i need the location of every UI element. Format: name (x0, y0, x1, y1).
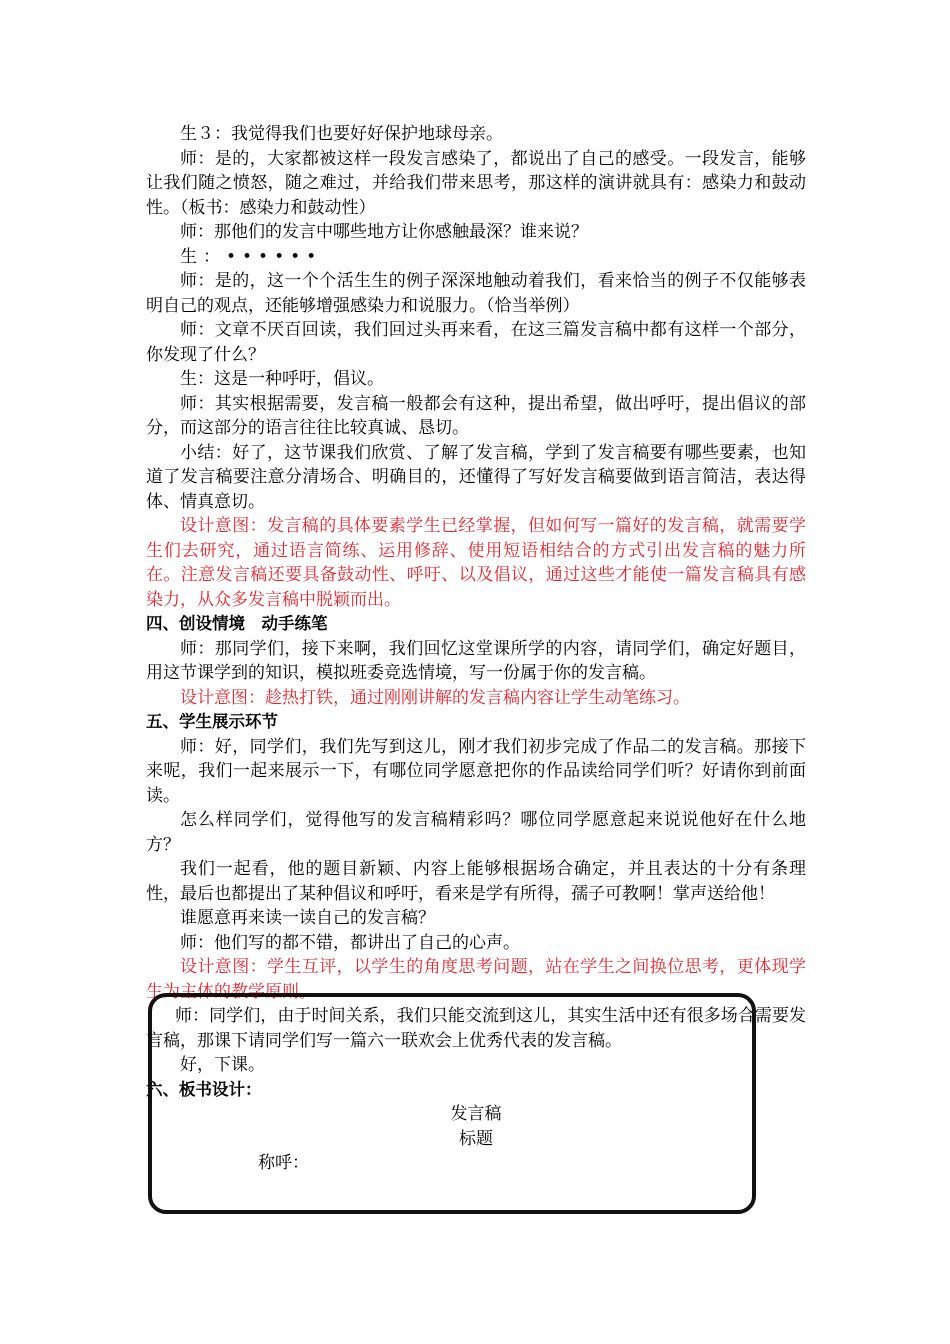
paragraph: 生：•••••• (180, 246, 323, 267)
paragraph: 师：是的，这一个个活生生的例子深深地触动着我们，看来恰当的例子不仅能够表明自己的观点，还能够增强感染力和说服力。（恰当举例） (146, 271, 806, 316)
design-intent: 设计意图：趁热打铁，通过刚刚讲解的发言稿内容让学生动笔练习。 (180, 687, 690, 708)
paragraph: 师：是的，大家都被这样一段发言感染了，都说出了自己的感受。一段发言，能够让我们随之愤怒，随之难过，并给我们带来思考，那这样的演讲就具有：感染力和鼓动性。（板书：感染力和鼓动性） (146, 148, 806, 218)
paragraph: 生：这是一种呼吁，倡议。 (180, 369, 384, 389)
paragraph: 师：那同学们，接下来啊，我们回忆这堂课所学的内容，请同学们，确定好题目，用这节课学到的知识，模拟班委竞选情境，写一份属于你的发言稿。 (146, 638, 806, 683)
board-greeting: 称呼： (258, 1153, 309, 1173)
paragraph: 师：他们写的都不错，都讲出了自己的心声。 (180, 932, 520, 953)
section-heading: 六、板书设计： (146, 1079, 262, 1099)
paragraph: 谁愿意再来读一读自己的发言稿？ (180, 908, 435, 928)
design-intent: 设计意图：发言稿的具体要素学生已经掌握，但如何写一篇好的发言稿，就需要学生们去研究，通过语言简练、运用修辞、使用短语相结合的方式引出发言稿的魅力所在。注意发言稿还要具备鼓动性、呼吁、以及倡议，通过这些才能使一篇发言稿具有感染力，从众多发言稿中脱颖而出。 (146, 516, 806, 610)
paragraph: 师：同学们，由于时间关系，我们只能交流到这儿，其实生活中还有很多场合需要发言稿，那课下请同学们写一篇六一联欢会上优秀代表的发言稿。 (146, 1006, 806, 1051)
summary-paragraph: 小结：好了，这节课我们欣赏、了解了发言稿，学到了发言稿要有哪些要素，也知道了发言稿要注意分清场合、明确目的，还懂得了写好发言稿要做到语言简洁，表达得体、情真意切。 (146, 442, 806, 512)
design-intent: 设计意图：学生互评，以学生的角度思考问题，站在学生之间换位思考，更体现学生为主体的教学原则。 (146, 957, 806, 1002)
paragraph: 怎么样同学们，觉得他写的发言稿精彩吗？哪位同学愿意起来说说他好在什么地方？ (146, 810, 806, 855)
board-subtitle: 标题 (459, 1128, 493, 1149)
paragraph: 师：那他们的发言中哪些地方让你感触最深？谁来说？ (180, 222, 588, 242)
paragraph: 好，下课。 (180, 1055, 265, 1075)
board-title: 发言稿 (450, 1104, 502, 1124)
paragraph: 师：好，同学们，我们先写到这儿，刚才我们初步完成了作品二的发言稿。那接下来呢，我们一起来展示一下，有哪位同学愿意把你的作品读给同学们听？好请你到前面读。 (146, 736, 806, 806)
paragraph: 师：文章不厌百回读，我们回过头再来看，在这三篇发言稿中都有这样一个部分，你发现了什么？ (146, 320, 806, 365)
paragraph: 师：其实根据需要，发言稿一般都会有这种，提出希望，做出呼吁，提出倡议的部分，而这部分的语言往往比较真诚、恳切。 (146, 393, 806, 438)
section-heading: 五、学生展示环节 (146, 712, 278, 731)
document-body (146, 122, 806, 1176)
section-heading: 四、创设情境 动手练笔 (146, 614, 328, 633)
paragraph: 生３：我觉得我们也要好好保护地球母亲。 (180, 124, 503, 144)
paragraph: 我们一起看，他的题目新颖、内容上能够根据场合确定，并且表达的十分有条理性，最后也都提出了某种倡议和呼吁，看来是学有所得，孺子可教啊！掌声送给他！ (146, 859, 806, 904)
